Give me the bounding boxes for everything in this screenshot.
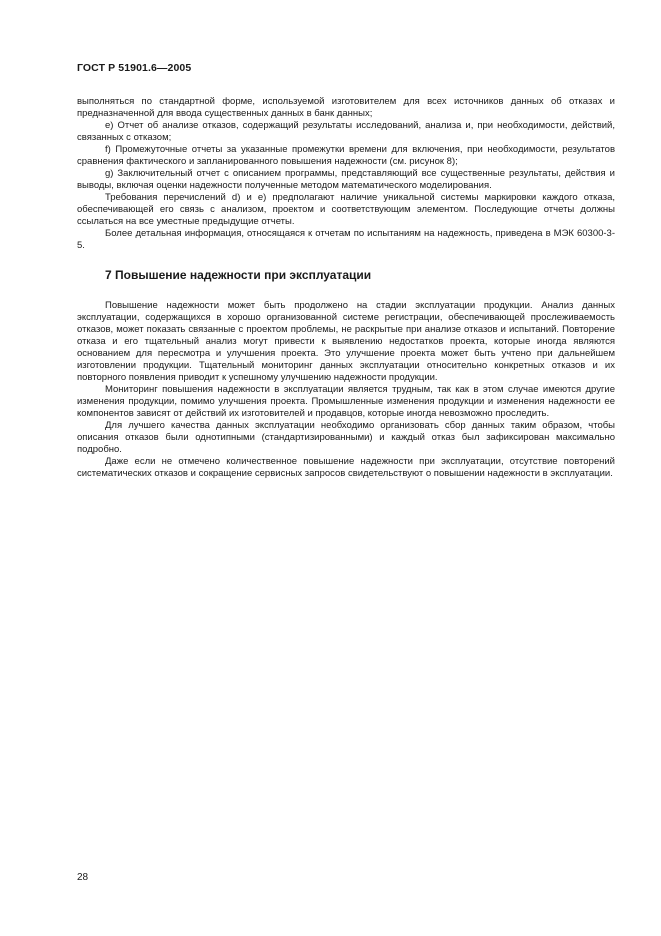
paragraph-reference: Более детальная информация, относящаяся к отчетам по испытаниям на надежность, приведена в МЭК 60300-3-5. [77,228,615,251]
page-number: 28 [77,872,89,883]
section-title: 7 Повышение надежности при эксплуатации [105,268,372,282]
section-paragraph-3: Для лучшего качества данных эксплуатации необходимо организовать сбор данных таким образом, чтобы описания отказов были однотипными (стандартизированными) и каждый отказ был зафиксирован максимально подробно. [77,420,615,455]
page-content [77,96,615,480]
section-paragraph-4: Даже если не отмечено количественное повышение надежности при эксплуатации, отсутствие повторений систематических отказов и сокращение сервисных запросов свидетельствуют о повышении надежности в эксплуатации. [77,456,615,479]
list-item-g: g) Заключительный отчет с описанием программы, представляющий все существенные результаты, действия и выводы, включая оценки надежности полученные методом математического моделирования. [77,168,615,191]
paragraph-continuation: выполняться по стандартной форме, используемой изготовителем для всех источников данных об отказах и предназначенной для ввода существенных данных в банк данных; [77,96,615,119]
section-paragraph-1: Повышение надежности может быть продолжено на стадии эксплуатации продукции. Анализ данных эксплуатации, содержащихся в хорошо организованной системе регистрации, обеспечивающей прослеживаемость отказов, может показать связанные с проектом проблемы, не раскрытые при анализе отказов и испытаний. Повторение отказа и его тщательный анализ могут привести к выявлению недостатков проекта, которые иногда являются основанием для пересмотра и улучшения проекта. Это улучшение проекта может быть учтено при дальнейшем изготовлении продукции. Тщательный мониторинг данных эксплуатации относительно конкретных отказов и их повторного появления приводит к успешному улучшению надежности продукции. [77,300,615,383]
document-header: ГОСТ Р 51901.6—2005 [77,62,192,74]
section-paragraph-2: Мониторинг повышения надежности в эксплуатации является трудным, так как в этом случае имеются другие изменения продукции, помимо улучшения проекта. Промышленные изменения продукции и изменения надежности ее компонентов зависят от действий их изготовителей и продавцов, которые иногда невозможно проследить. [77,384,615,419]
list-item-f: f) Промежуточные отчеты за указанные промежутки времени для включения, при необходимости, результатов сравнения фактического и запланированного повышения надежности (см. рисунок 8); [77,144,615,167]
list-item-e: e) Отчет об анализе отказов, содержащий результаты исследований, анализа и, при необходимости, действий, связанных с отказом; [77,120,615,143]
paragraph-requirements: Требования перечислений d) и e) предполагают наличие уникальной системы маркировки каждого отказа, обеспечивающей его связь с анализом, проектом и соответствующим элементом. Последующие отчеты должны ссылаться на все уместные предыдущие отчеты. [77,192,615,227]
